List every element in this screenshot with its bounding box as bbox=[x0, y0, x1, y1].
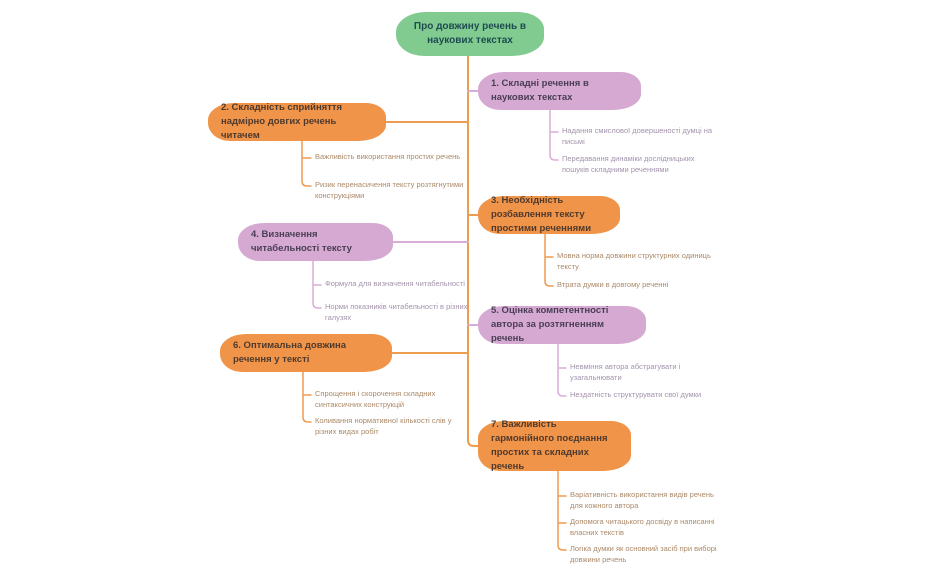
topic-node-2[interactable] bbox=[208, 103, 386, 141]
subtopic-item-7-2[interactable]: Допомога читацького досвіду в написанні власних текстів bbox=[570, 517, 715, 537]
subtopic-item-5-1[interactable]: Невміння автора абстрагувати і узагальнювати bbox=[570, 362, 681, 382]
topic-node-7-label: 7. Важливість гармонійного поєднання простих та складних речень bbox=[491, 419, 608, 472]
topic-node-1-label: 1. Складні речення в наукових текстах bbox=[491, 78, 589, 103]
childline-node-6 bbox=[303, 372, 311, 422]
subtopic-item-7-3[interactable]: Логіка думки як основний засіб при виборі довжини речень bbox=[570, 544, 717, 564]
subtopic-item-4-1[interactable]: Формула для визначення читабельності bbox=[325, 279, 465, 288]
subtopic-item-5-2[interactable]: Нездатність структурувати свої думки bbox=[570, 390, 702, 399]
childline-node-7 bbox=[558, 471, 566, 550]
childline-node-4 bbox=[313, 261, 321, 308]
topic-node-2-label: 2. Складність сприйняття надмірно довгих речень читачем bbox=[221, 102, 343, 141]
topic-node-3-label: 3. Необхідність розбавлення тексту простими реченнями bbox=[491, 195, 592, 234]
topic-node-6[interactable] bbox=[220, 334, 392, 372]
subtopic-item-4-2[interactable]: Норми показників читабельності в різних галузях bbox=[325, 302, 468, 322]
subtopic-item-1-1[interactable]: Надання смислової довершеності думці на письмі bbox=[562, 126, 713, 146]
subtopic-item-3-2[interactable]: Втрата думки в довгому реченні bbox=[557, 280, 669, 289]
root-topic-label: Про довжину речень в наукових текстах bbox=[413, 20, 527, 46]
topic-node-4-label: 4. Визначення читабельності тексту bbox=[251, 229, 352, 254]
trunk-line bbox=[468, 56, 478, 446]
topic-node-1[interactable] bbox=[478, 72, 641, 110]
topic-node-3[interactable] bbox=[478, 196, 620, 234]
root-topic[interactable] bbox=[396, 12, 544, 56]
topic-node-7[interactable] bbox=[478, 421, 631, 471]
topic-node-4[interactable] bbox=[238, 223, 393, 261]
subtopic-item-2-1[interactable]: Важливість використання простих речень bbox=[315, 152, 461, 161]
topic-node-5-label: 5. Оцінка компетентності автора за розтягненням речень bbox=[491, 305, 609, 344]
childline-node-1 bbox=[550, 110, 558, 160]
subtopic-item-1-2[interactable]: Передавання динаміки дослідницьких пошуків складними реченнями bbox=[562, 154, 695, 174]
subtopic-item-3-1[interactable]: Мовна норма довжини структурних одиниць тексту bbox=[557, 251, 711, 271]
topic-node-6-label: 6. Оптимальна довжина речення у тексті bbox=[233, 340, 347, 365]
childline-node-3 bbox=[545, 234, 553, 286]
subtopic-item-6-1[interactable]: Спрощення і скорочення складних синтаксичних конструкцій bbox=[315, 389, 436, 409]
subtopic-item-2-2[interactable]: Ризик перенасичення тексту розтягнутими конструкціями bbox=[315, 180, 464, 200]
childline-node-5 bbox=[558, 344, 566, 396]
subtopic-item-7-1[interactable]: Варіативність використання видів речень для кожного автора bbox=[570, 490, 714, 510]
childline-node-2 bbox=[302, 141, 311, 186]
subtopic-item-6-2[interactable]: Коливання нормативної кількості слів у різних видах робіт bbox=[315, 416, 452, 436]
topic-node-5[interactable] bbox=[478, 306, 646, 344]
